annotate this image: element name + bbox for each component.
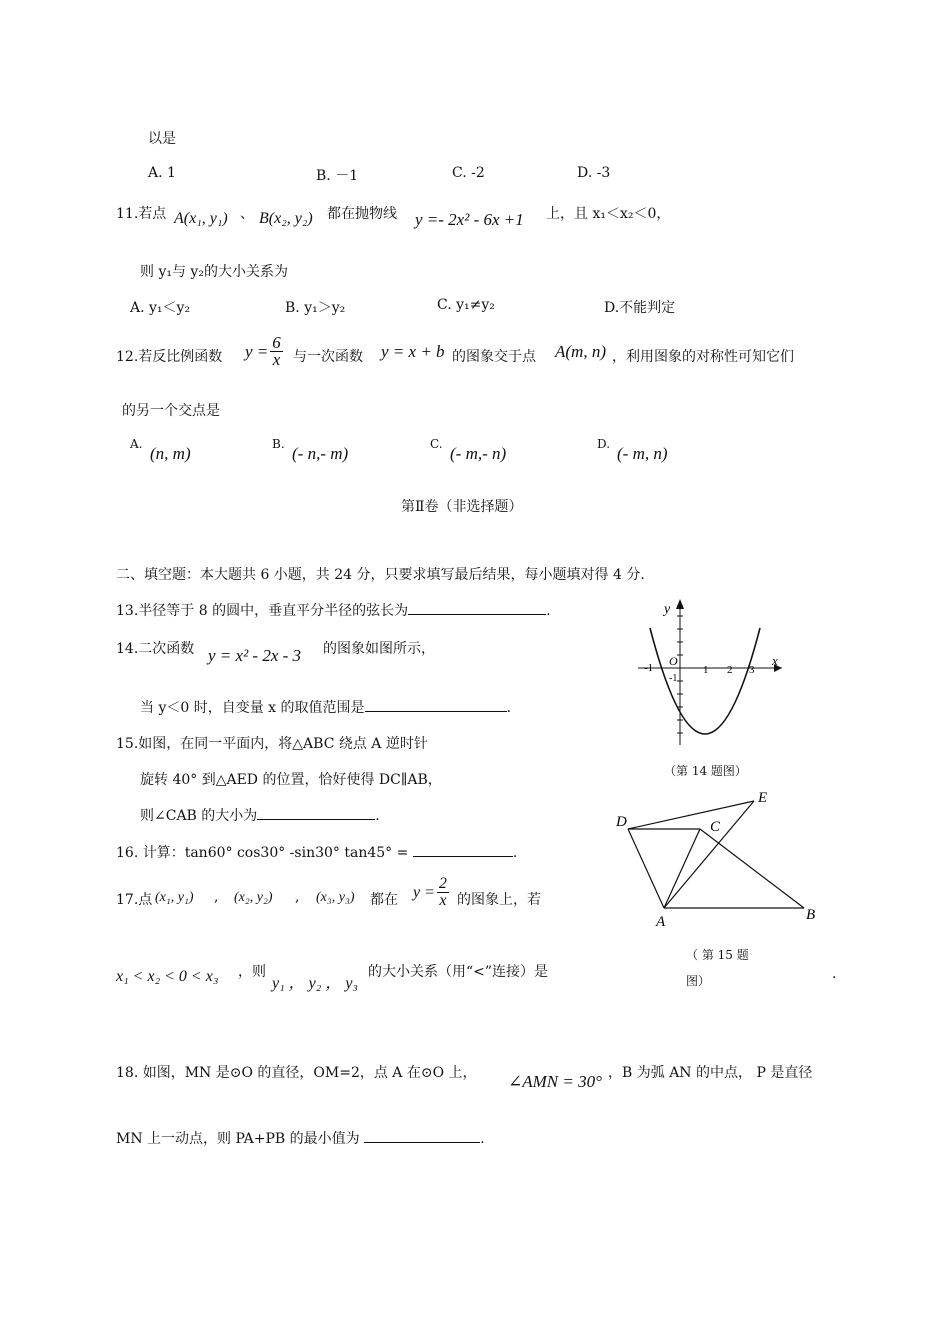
q18-line1b: ，B 为弧 AN 的中点， P 是直径	[608, 1065, 813, 1081]
q17-vars: y₁ ， y₂ ， y₃	[272, 975, 358, 992]
q12-option-a-label: A.	[130, 437, 143, 451]
q14-line2: 当 y＜0 时，自变量 x 的取值范围是 .	[140, 697, 511, 717]
q15-line1: 15.如图，在同一平面内，将△ABC 绕点 A 逆时针	[116, 736, 428, 752]
fig15-label-E: E	[758, 790, 768, 806]
q12-prefix: 12.若反比例函数	[116, 349, 223, 365]
q18-line2: MN 上一动点，则 PA+PB 的最小值为 .	[116, 1128, 485, 1148]
fig15-segment-CB	[700, 829, 804, 908]
q16: 16. 计算：tan60° cos30° -sin30° tan45° = .	[116, 842, 517, 862]
fig14-tick-neg1: -1	[644, 662, 654, 674]
q17-suffix: 的图象上，若	[457, 892, 541, 908]
q17-prefix: 17.点	[116, 892, 153, 908]
fig14-origin: O	[669, 654, 678, 668]
q16-text: 16. 计算：tan60° cos30° -sin30° tan45° =	[116, 845, 409, 861]
fig15-segment-DA	[628, 829, 664, 908]
q10-option-b: B. －1	[316, 168, 359, 184]
q12-option-d-value: (- m, n)	[617, 444, 668, 463]
fig15-segment-AE	[664, 801, 754, 908]
q14-suffix: 的图象如图所示，	[323, 641, 435, 657]
q13-text: 13.半径等于 8 的圆中，垂直平分半径的弦长为	[116, 603, 409, 619]
q17-p1: (x₁, y₁)	[155, 890, 194, 905]
q14-prefix: 14.二次函数	[116, 641, 195, 657]
q17-mid: 都在	[370, 892, 398, 908]
q18-angle: ∠AMN = 30°	[508, 1072, 602, 1091]
q12-fraction	[270, 335, 283, 368]
q17-frac-den: x	[439, 892, 447, 909]
q17-fraction	[437, 876, 449, 909]
fig15-diagram	[608, 786, 828, 932]
q12-mid2: 的图象交于点	[452, 349, 536, 365]
q11-suffix: 上，且 x₁＜x₂＜0，	[546, 206, 671, 222]
q13-answer-blank	[408, 600, 546, 615]
section-title: 第Ⅱ卷（非选择题）	[401, 499, 523, 515]
q12-option-c-value: (- m,- n)	[450, 444, 507, 463]
q10-option-d: D. -3	[577, 165, 611, 181]
q17-formula	[413, 876, 449, 909]
q18-line1a: 18. 如图，MN 是⊙O 的直径，OM=2，点 A 在⊙O 上，	[116, 1065, 477, 1081]
q11-prefix: 11.若点	[116, 206, 167, 222]
q11-option-a: A. y₁＜y₂	[130, 300, 191, 316]
fig15-caption-line2: 图）	[686, 974, 711, 988]
q17-frac-num: 2	[438, 875, 447, 892]
fig15-caption-line1: （ 第 15 题	[686, 948, 749, 962]
q11-option-d: D.不能判定	[604, 300, 676, 316]
fig14-parabola	[650, 628, 760, 734]
q12-line2: 的另一个交点是	[122, 403, 220, 419]
q12-mid: 与一次函数	[293, 349, 363, 365]
q13: 13.半径等于 8 的圆中，垂直平分半径的弦长为 .	[116, 600, 551, 620]
q12-option-a-value: (n, m)	[150, 444, 191, 463]
q18-answer-blank	[364, 1128, 480, 1143]
q11-sep: 、	[240, 206, 254, 222]
fig15-label-D: D	[616, 814, 627, 830]
q17-formula-lhs: y =	[413, 883, 435, 901]
q12-option-b-value: (- n,- m)	[292, 444, 349, 463]
fig15-label-A: A	[656, 914, 666, 930]
q17-p2: (x₂, y₂)	[234, 890, 273, 905]
q11-option-c: C. y₁≠y₂	[437, 297, 495, 313]
q11-line2: 则 y₁与 y₂的大小关系为	[140, 264, 288, 280]
q17-period: .	[832, 966, 837, 982]
fig15-segment-DE	[628, 801, 754, 829]
q17-p3: (x₃, y₃)	[316, 890, 355, 905]
q10-option-c: C. -2	[452, 165, 485, 181]
fig15-segment-CA	[664, 829, 700, 908]
q10-option-a: A. 1	[148, 165, 176, 181]
q12-formula2: y = x + b	[381, 342, 445, 361]
q15-answer-blank	[257, 805, 375, 820]
q16-answer-blank	[413, 842, 513, 857]
part2-header: 二、填空题：本大题共 6 小题，共 24 分，只要求填写最后结果，每小题填对得 4 分.	[116, 567, 645, 583]
fig15-label-C: C	[710, 819, 721, 835]
q12-option-b-label: B.	[272, 437, 285, 451]
q11-point-b: B(x₂, y₂)	[259, 210, 313, 227]
fig14-y-arrow	[676, 599, 684, 609]
q12-formula1	[245, 335, 283, 368]
q15-line3-text: 则∠CAB 的大小为	[140, 808, 258, 824]
fig14-tick-3: 3	[749, 664, 755, 676]
q12-frac-den: x	[272, 350, 281, 369]
q17-tail: 的大小关系（用“<”连接）是	[368, 964, 549, 980]
q12-option-c-label: C.	[430, 437, 443, 451]
fig14-x-label: x	[772, 653, 778, 668]
q14-line2-text: 当 y＜0 时，自变量 x 的取值范围是	[140, 700, 365, 716]
fig15-label-B: B	[806, 907, 816, 923]
q15-line3: 则∠CAB 的大小为 .	[140, 805, 380, 825]
q18-line2-text: MN 上一动点，则 PA+PB 的最小值为	[116, 1131, 360, 1147]
q12-suffix: ，利用图象的对称性可知它们	[612, 349, 794, 365]
q12-point: A(m, n)	[555, 342, 606, 361]
fig14-y-label: y	[664, 602, 671, 617]
q14-answer-blank	[365, 697, 507, 712]
q15-line2: 旋转 40° 到△AED 的位置，恰好使得 DC∥AB，	[140, 772, 442, 788]
q14-formula: y = x² - 2x - 3	[208, 646, 302, 665]
q12-frac-num: 6	[272, 333, 281, 352]
q10-tail: 以是	[148, 131, 176, 147]
q17-condition: x₁ < x₂ < 0 < x₃	[116, 968, 219, 985]
q17-then: ，则	[238, 964, 266, 980]
fig14-graph	[636, 595, 786, 755]
fig14-tick-1: 1	[703, 664, 709, 676]
fig14-caption: （第 14 题图）	[664, 764, 747, 778]
q11-mid: 都在抛物线	[327, 206, 397, 222]
q11-option-b: B. y₁＞y₂	[285, 300, 346, 316]
q11-point-a: A(x₁, y₁)	[174, 210, 228, 227]
q17-comma2: ,	[295, 889, 300, 905]
fig14-tick-y-neg1: -1	[669, 673, 678, 684]
q17-comma1: ,	[214, 889, 219, 905]
fig14-tick-2: 2	[727, 664, 733, 676]
q12-option-d-label: D.	[597, 437, 611, 451]
q12-formula1-lhs: y =	[245, 341, 269, 361]
q11-formula: y =- 2x² - 6x +1	[415, 210, 524, 229]
